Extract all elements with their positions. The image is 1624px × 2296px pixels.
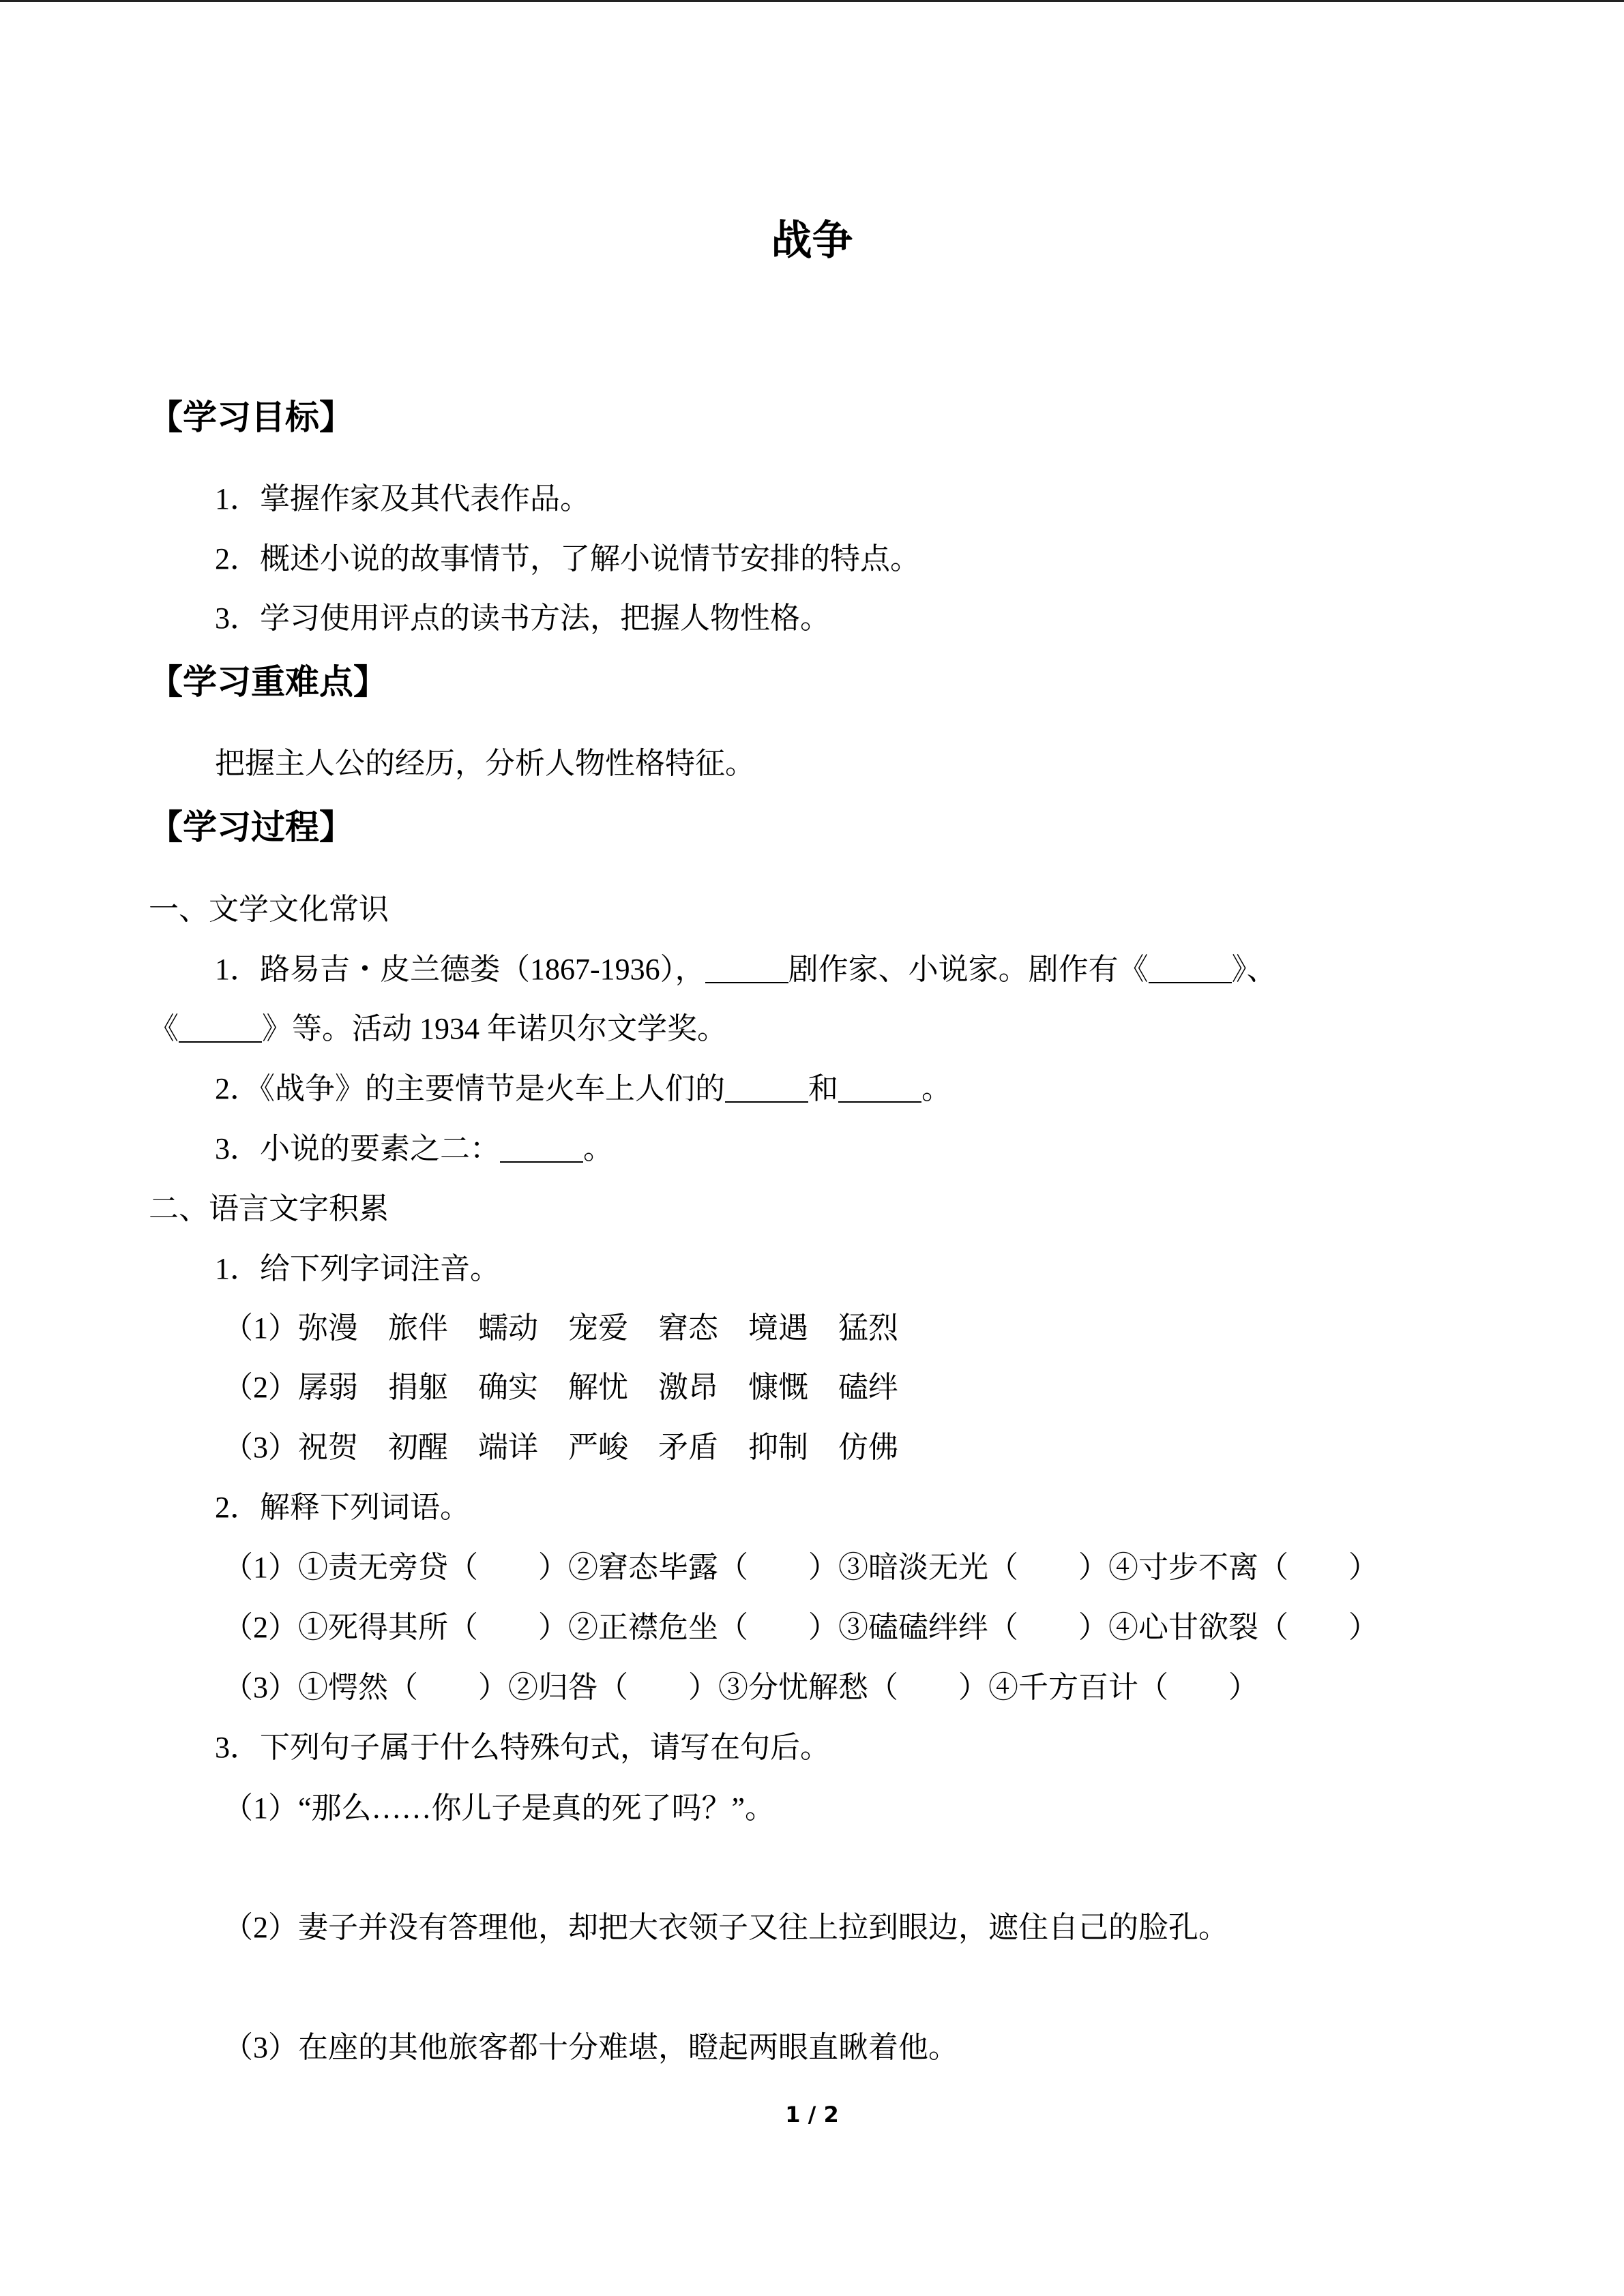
part1-heading: 一、文学文化常识 [149,893,389,926]
question-text: 2．《战争》的主要情节是火车上人们的 [215,1072,725,1105]
vocab-row: （2）①死得其所（ ）②正襟危坐（ ）③磕磕绊绊（ ）④心甘欲裂（ ） [223,1611,1378,1644]
goal-item: 1．掌握作家及其代表作品。 [215,482,590,516]
answer-blank[interactable] [725,1071,808,1103]
part1-question-1 [215,944,1277,988]
section-heading-goals: 【学习目标】 [149,398,353,437]
answer-blank[interactable] [179,1011,262,1043]
question-text: 》、 [1231,953,1277,986]
part1-question-2 [215,1064,951,1107]
answer-blank[interactable] [838,1071,921,1103]
page-title: 战争 [771,217,853,265]
part2-question-1: 1．给下列字词注音。 [215,1252,500,1285]
question-text: 1．路易吉・皮兰德娄（1867-1936）， [215,953,705,986]
pinyin-row: （2）孱弱 捐躯 确实 解忧 激昂 慷慨 磕绊 [223,1371,898,1404]
part2-question-3: 3．下列句子属于什么特殊句式，请写在句后。 [215,1731,830,1764]
question-text: 。 [583,1132,613,1165]
sentence-item: （1）“那么……你儿子是真的死了吗？”。 [223,1791,776,1825]
question-text: 》等。活动 1934 年诺贝尔文学奖。 [262,1012,727,1045]
question-text: 剧作家、小说家。剧作有《 [788,953,1149,986]
goal-item: 2．概述小说的故事情节，了解小说情节安排的特点。 [215,542,920,576]
page-number: 1 / 2 [785,2102,839,2128]
pinyin-row: （3）祝贺 初醒 端详 严峻 矛盾 抑制 仿佛 [223,1431,898,1464]
section-heading-process: 【学习过程】 [149,807,353,847]
question-text: 和 [808,1072,838,1105]
key-points-text: 把握主人公的经历，分析人物性格特征。 [215,747,755,780]
pinyin-row: （1）弥漫 旅伴 蠕动 宠爱 窘态 境遇 猛烈 [223,1311,898,1345]
part2-heading: 二、语言文字积累 [149,1192,389,1225]
answer-blank[interactable] [500,1131,583,1163]
part2-question-2: 2．解释下列词语。 [215,1491,470,1524]
sentence-item: （3）在座的其他旅客都十分难堪，瞪起两眼直瞅着他。 [223,2031,958,2064]
answer-blank[interactable] [705,952,788,983]
vocab-row: （1）①责无旁贷（ ）②窘态毕露（ ）③暗淡无光（ ）④寸步不离（ ） [223,1551,1378,1584]
top-border [0,0,1624,2]
vocab-row: （3）①愕然（ ）②归咎（ ）③分忧解愁（ ）④千方百计（ ） [223,1671,1258,1704]
answer-blank[interactable] [1149,952,1232,983]
question-text: 《 [149,1012,179,1045]
section-heading-key-points: 【学习重难点】 [149,662,387,702]
part1-question-1-continued [149,1004,727,1047]
part1-question-3 [215,1124,613,1167]
sentence-item: （2）妻子并没有答理他，却把大衣领子又往上拉到眼边，遮住自己的脸孔。 [223,1911,1228,1944]
goal-item: 3．学习使用评点的读书方法，把握人物性格。 [215,601,830,635]
question-text: 3．小说的要素之二： [215,1132,500,1165]
question-text: 。 [921,1072,951,1105]
